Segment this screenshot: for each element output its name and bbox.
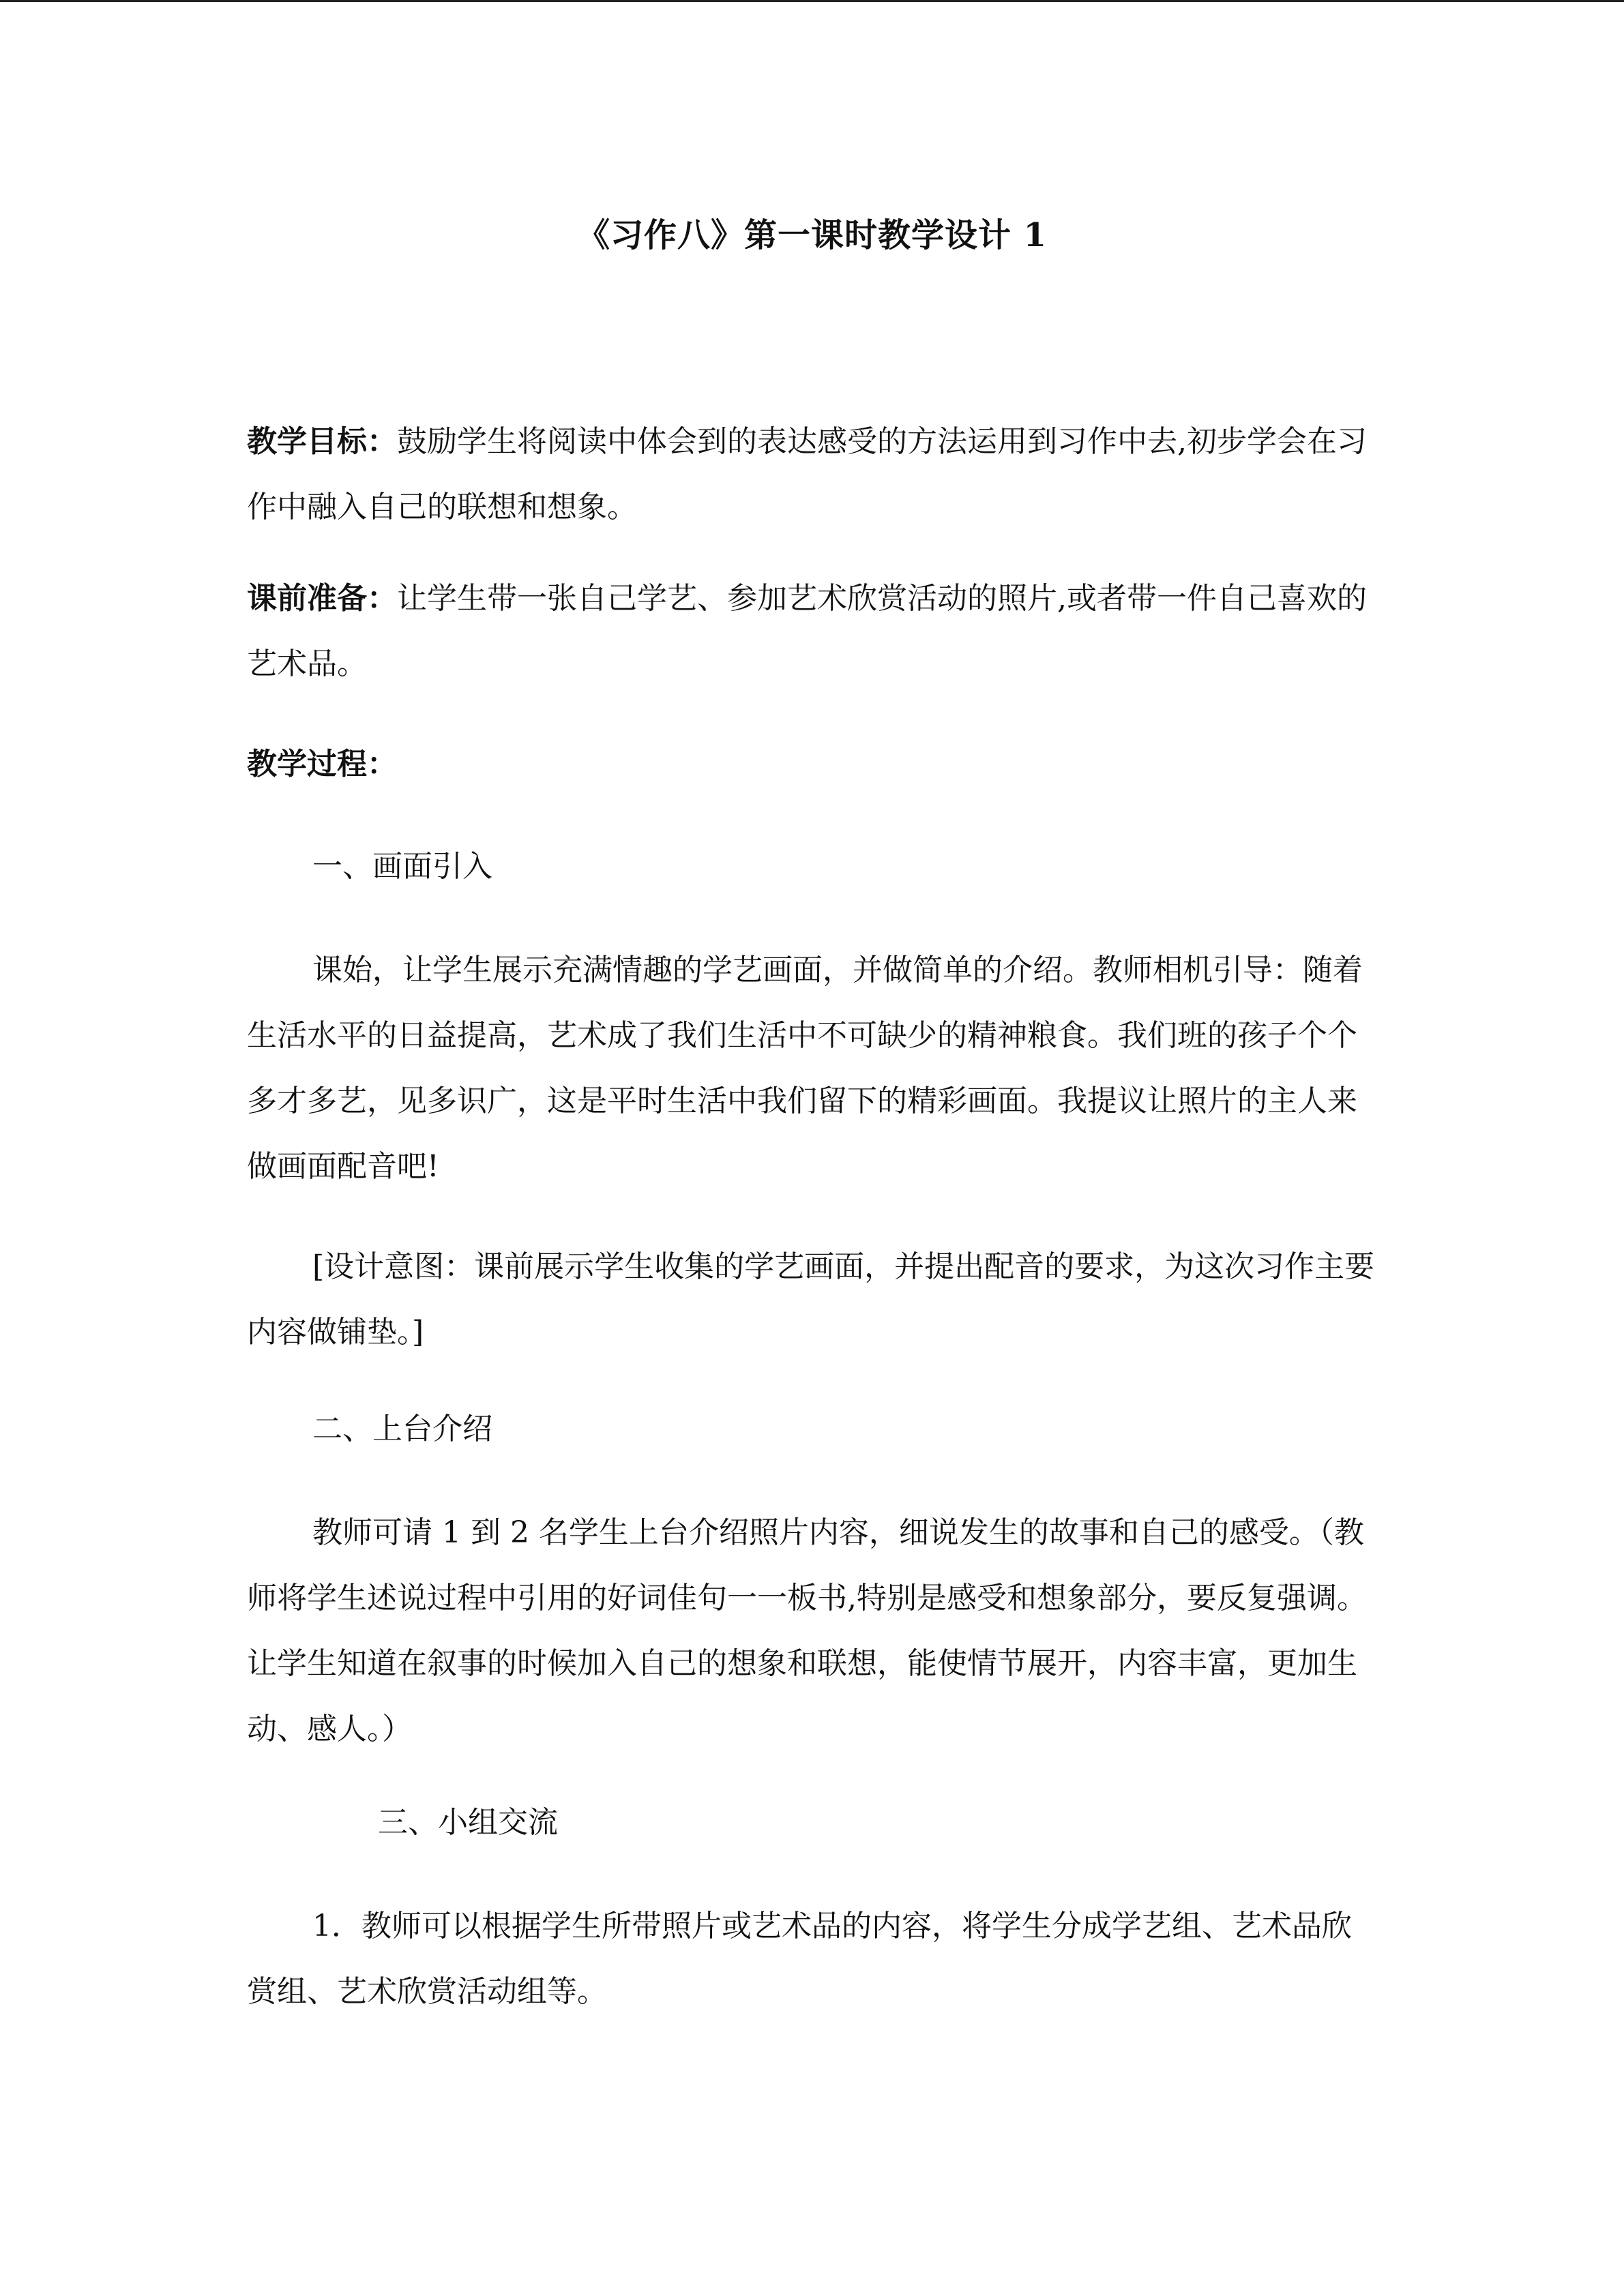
section-2-heading: 二、上台介绍 — [312, 1412, 492, 1446]
teaching-goal-text: 鼓励学生将阅读中体会到的表达感受的方法运用到习作中去,初步学会在习作中融入自己的联想和想象。 — [247, 424, 1367, 524]
document-title: 《习作八》第一课时教学设计 1 — [576, 216, 1048, 254]
preparation-label: 课前准备： — [247, 581, 397, 616]
section-3-heading: 三、小组交流 — [378, 1805, 558, 1840]
teaching-goal-paragraph — [247, 409, 1379, 540]
teaching-goal-label: 教学目标： — [247, 424, 397, 459]
section-1-body: 课始，让学生展示充满情趣的学艺画面，并做简单的介绍。教师相机引导：随着生活水平的日益提高，艺术成了我们生活中不可缺少的精神粮食。我们班的孩子个个多才多艺，见多识广，这是平时生活中我们留下的精彩画面。我提议让照片的主人来做画面配音吧! — [247, 953, 1363, 1184]
section-3-item-1: 1．教师可以根据学生所带照片或艺术品的内容，将学生分成学艺组、艺术品欣赏组、艺术欣赏活动组等。 — [247, 1909, 1352, 2009]
teaching-process-label: 教学过程： — [247, 747, 397, 781]
preparation-paragraph — [247, 566, 1379, 697]
top-border-line — [0, 0, 1624, 2]
section-1-design-intent: [设计意图：课前展示学生收集的学艺画面，并提出配音的要求，为这次习作主要内容做铺垫。] — [247, 1249, 1375, 1350]
section-2-body: 教师可请 1 到 2 名学生上台介绍照片内容，细说发生的故事和自己的感受。（教师将学生述说过程中引用的好词佳句一一板书,特别是感受和想象部分，要反复强调。让学生知道在叙事的时候加入自己的想象和联想，能使情节展开，内容丰富，更加生动、感人。） — [247, 1515, 1367, 1746]
section-1-heading: 一、画面引入 — [312, 849, 492, 884]
preparation-text: 让学生带一张自己学艺、参加艺术欣赏活动的照片,或者带一件自己喜欢的艺术品。 — [247, 581, 1367, 681]
